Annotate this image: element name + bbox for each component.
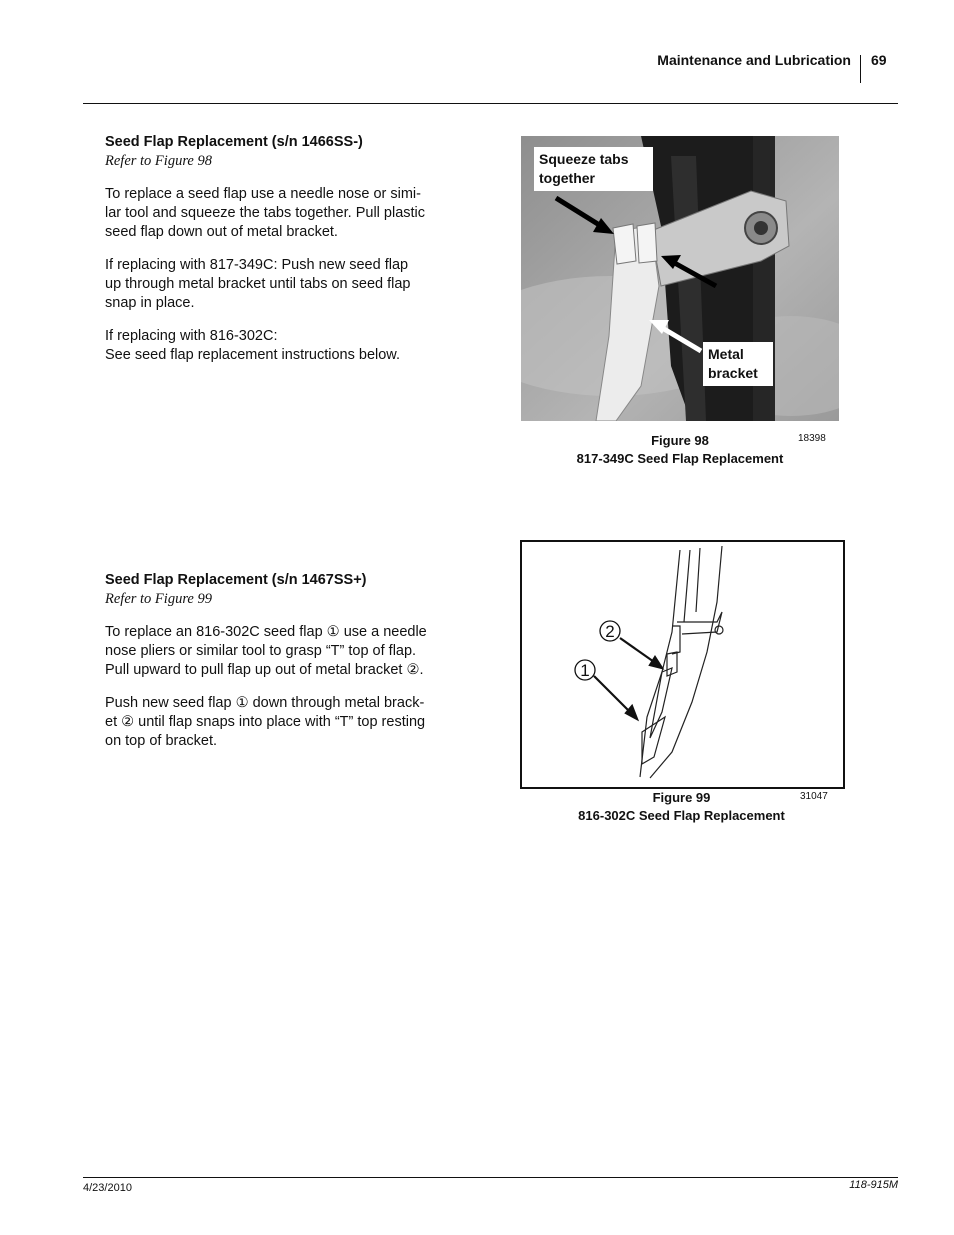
text-line: up through metal bracket until tabs on seed flap (105, 276, 411, 292)
text-line: If replacing with 817-349C: Push new seed flap (105, 257, 409, 273)
footer-rule (83, 1177, 898, 1178)
text-line: seed flap down out of metal bracket. (105, 224, 338, 240)
header-section-title: Maintenance and Lubrication (657, 52, 851, 68)
text-line: snap in place. (105, 295, 195, 311)
text-line: et ② until flap snaps into place with “T” top resting (105, 714, 426, 730)
callout-line: Metal (708, 346, 744, 362)
figure-reference: Refer to Figure 99 (105, 591, 212, 607)
text-line: nose pliers or similar tool to grasp “T” top of flap. (105, 643, 417, 659)
callout-squeeze-tabs (534, 147, 653, 191)
header-divider (860, 55, 861, 83)
text-line: Push new seed flap ① down through metal brack- (105, 695, 425, 711)
figure-label: Figure 98 (651, 433, 709, 448)
callout-line: bracket (708, 365, 758, 381)
text-line: If replacing with 816-302C: (105, 328, 278, 344)
figure-99-drawing (520, 540, 845, 789)
section-seed-flap-1467 (105, 571, 450, 751)
figure-caption: 816-302C Seed Flap Replacement (578, 808, 785, 823)
callout-2-text: 2 (605, 622, 615, 641)
text-line: lar tool and squeeze the tabs together. Pull plastic (105, 205, 426, 221)
figure-caption: 817-349C Seed Flap Replacement (576, 451, 784, 466)
callout-metal-bracket (703, 342, 773, 386)
page-number: 69 (871, 52, 887, 68)
header-rule (83, 103, 898, 104)
text-line: To replace a seed flap use a needle nose or simi- (105, 186, 421, 202)
paragraph (105, 185, 450, 242)
callout-line: together (539, 170, 595, 186)
footer-document-number: 118-915M (849, 1179, 898, 1191)
paragraph (105, 256, 450, 313)
footer-date: 4/23/2010 (83, 1182, 132, 1194)
figure-98-image-number: 18398 (798, 433, 826, 444)
text-line: To replace an 816-302C seed flap ① use a needle (105, 624, 427, 640)
section-seed-flap-1466 (105, 133, 450, 365)
section-title: Seed Flap Replacement (s/n 1466SS-) (105, 134, 363, 150)
text-line: on top of bracket. (105, 733, 218, 749)
figure-99-caption (521, 789, 842, 825)
paragraph (105, 623, 450, 680)
figure-98-caption (521, 432, 839, 468)
section-title: Seed Flap Replacement (s/n 1467SS+) (105, 572, 367, 588)
seed-flap-line-drawing (522, 542, 843, 787)
text-line: Pull upward to pull flap up out of metal bracket ②. (105, 662, 424, 678)
callout-line: Squeeze tabs (539, 151, 629, 167)
paragraph (105, 694, 450, 751)
text-line: See seed flap replacement instructions below. (105, 347, 401, 363)
paragraph (105, 327, 450, 365)
figure-reference: Refer to Figure 98 (105, 153, 212, 169)
callout-1-text: 1 (580, 661, 590, 680)
figure-label: Figure 99 (652, 790, 711, 805)
figure-99-image-number: 31047 (800, 791, 828, 802)
